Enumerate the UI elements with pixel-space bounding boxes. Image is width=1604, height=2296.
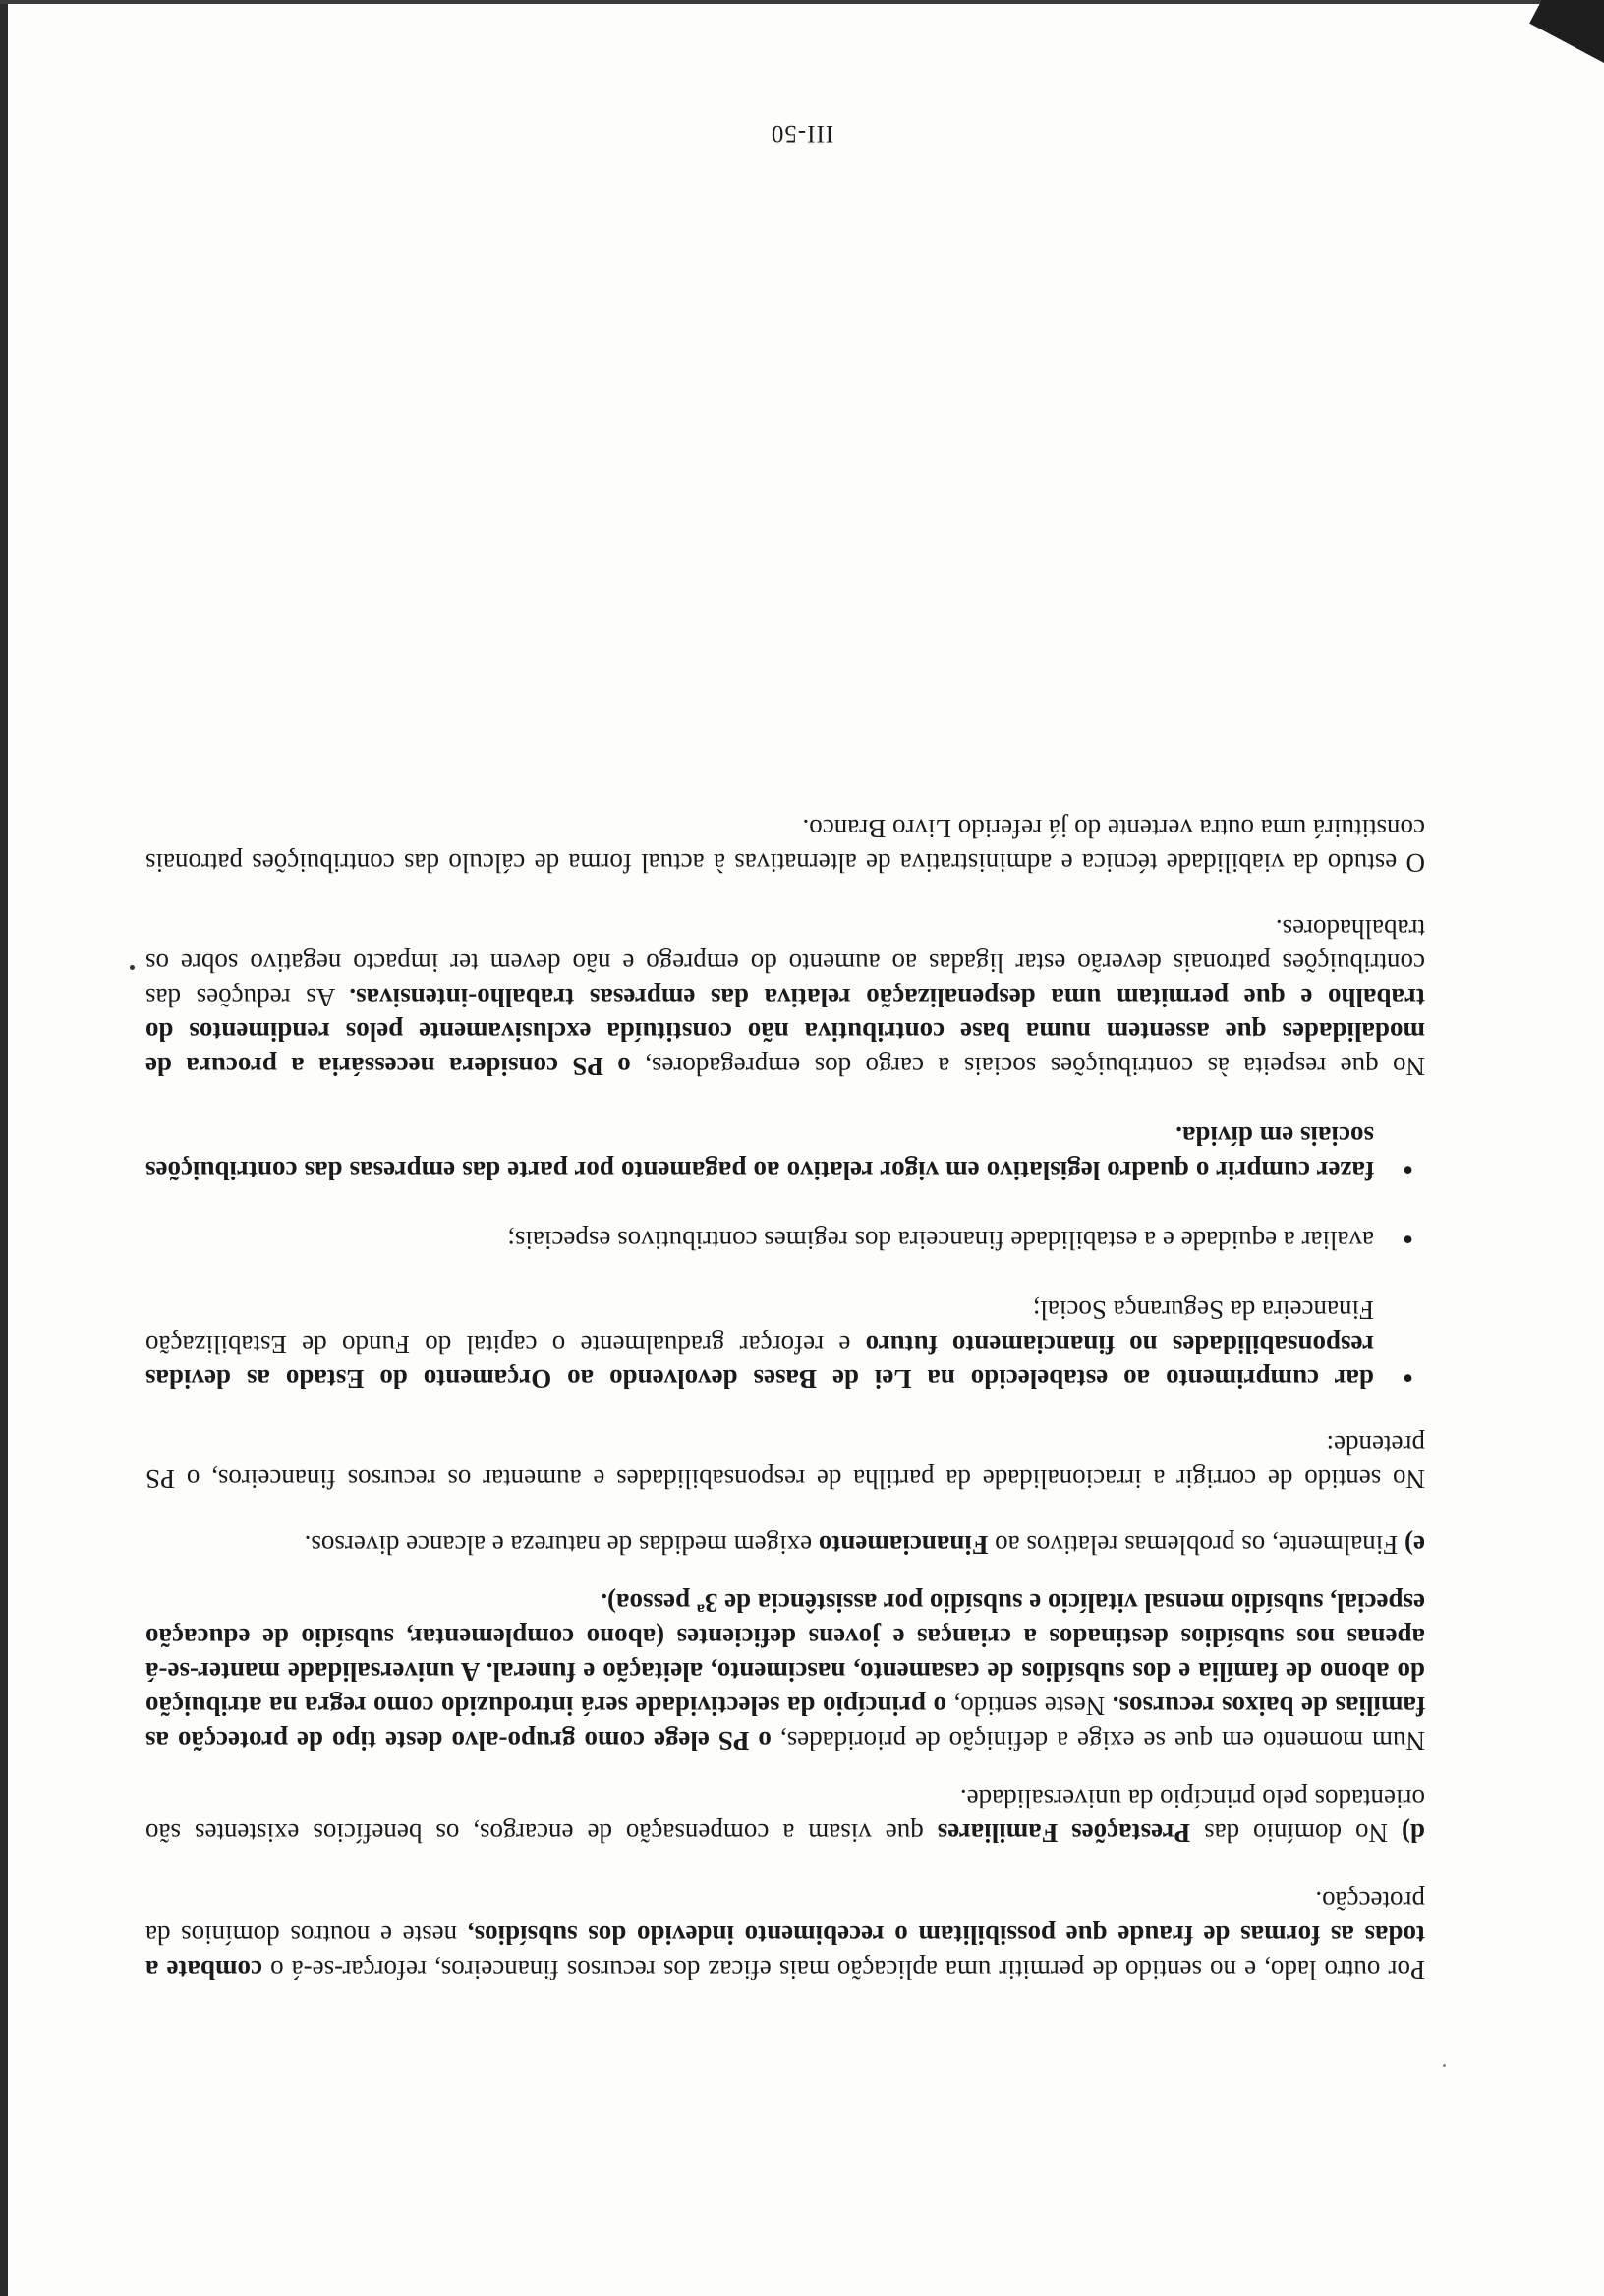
section-e-label: e) [1404,1530,1425,1560]
list-item: ● fazer cumprir o quadro legislativo em vigor relativo ao pagamento por parte das empresas das contribuições sociais em dívida. [145,1119,1374,1187]
white-book-paragraph: O estudo da viabilidade técnica e administrativa de alternativas à actual forma de cálculo das contribuições patronais constituirá uma outra vertente do já referido Livro Branco. [145,814,1425,878]
section-e-paragraph: e) Finalmente, os problemas relativos ao Financiamento exigem medidas de natureza e alcance diversos. [304,1530,1425,1560]
section-e-intro-paragraph: No sentido de corrigir a irracionalidade da partilha de responsabilidades e aumentar os recursos financeiros, o PS pretende: [145,1430,1425,1494]
page-number: III-50 [770,120,834,146]
employer-contributions-paragraph: No que respeita às contribuições sociais a cargo dos empregadores, o PS considera necessária a procura de modalidades que assentem numa base contributiva não constituída exclusivamente pelos rendimentos do trabalho e que permitam uma despenalização relativa das empresas trabalho-intensivas. As reduções das contribuições patronais deverão estar ligadas ao aumento do emprego e não devem ter impacto negativo sobre os trabalhadores. [145,914,1425,1081]
section-d-priorities-paragraph: Num momento em que se exige a definição de prioridades, o PS elege como grupo-alvo deste tipo de protecção as famílias de baixos recursos. Neste sentido, o princípio da selectividade será introduzido como regra na atribuição do abono de família e dos subsídios de casamento, nascimento, aleitação e funeral. A universalidade manter-se-á apenas nos subsídios destinados a crianças e jovens deficientes (abono complementar, subsídio de educação especial, subsídio mensal vitalício e subsídio por assistência de 3ª pessoa). [145,1588,1425,1755]
list-item: ● dar cumprimento ao estabelecido na Lei de Bases devolvendo ao Orçamento do Estado as devidas responsabilidades no financiamento futuro e reforçar gradualmente o capital do Fundo de Estabilização Financeira da Segurança Social; [145,1292,1374,1396]
section-d-label: d) [1401,1818,1425,1848]
intro-paragraph: Por outro lado, e no sentido de permitir uma aplicação mais eficaz dos recursos financeiros, reforçar-se-á o combate a todas as formas de fraude que possibilitam o recebimento indevido dos subsídios, neste e noutros domínios da protecção. [144,1886,1425,1984]
measures-list [145,1119,1425,1396]
list-item: ● avaliar a equidade e a estabilidade financeira dos regimes contributivos especiais; [145,1223,1374,1257]
section-d-paragraph: d) No domínio das Prestações Familiares que visam a compensação de encargos, os benefícios existentes são orientados pelo princípio da universalidade. [144,1784,1425,1848]
document-body [145,811,1425,1986]
